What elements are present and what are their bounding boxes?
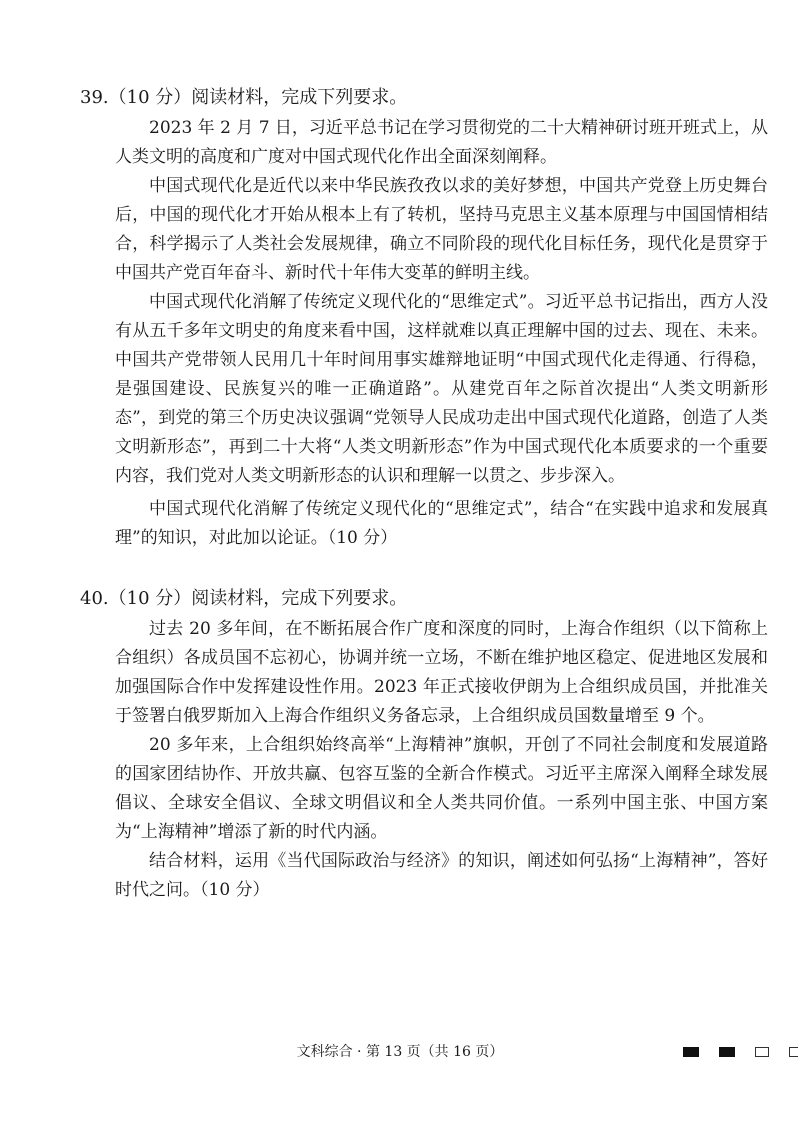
question-39-header: 39.（10 分）阅读材料，完成下列要求。 <box>80 87 408 108</box>
registration-mark-filled <box>683 1047 699 1057</box>
question-40-prompt: 结合材料，运用《当代国际政治与经济》的知识，阐述如何弘扬“上海精神”，答好时代之问。（10 分） <box>115 851 768 900</box>
question-39 <box>80 84 768 553</box>
question-40 <box>80 585 768 905</box>
question-40-header: 40.（10 分）阅读材料，完成下列要求。 <box>80 588 408 609</box>
question-39-prompt: 中国式现代化消解了传统定义现代化的“思维定式”，结合“在实践中追求和发展真理”的知识，对此加以论证。（10 分） <box>115 499 768 548</box>
question-40-paragraph-2: 20 多年来，上合组织始终高举“上海精神”旗帜，开创了不同社会制度和发展道路的国家团结协作、开放共赢、包容互鉴的全新合作模式。习近平主席深入阐释全球发展倡议、全球安全倡议、全球文明倡议和全人类共同价值。一系列中国主张、中国方案为“上海精神”增添了新的时代内涵。 <box>115 735 768 842</box>
registration-mark-hollow <box>755 1047 769 1057</box>
registration-mark-filled <box>719 1047 735 1057</box>
question-39-paragraph-3: 中国式现代化消解了传统定义现代化的“思维定式”。习近平总书记指出，西方人没有从五千多年文明史的角度来看中国，这样就难以真正理解中国的过去、现在、未来。中国共产党带领人民用几十年时间用事实雄辩地证明“中国式现代化走得通、行得稳，是强国建设、民族复兴的唯一正确道路”。从建党百年之际首次提出“人类文明新形态”，到党的第三个历史决议强调“党领导人民成功走出中国式现代化道路，创造了人类文明新形态”，再到二十大将“人类文明新形态”作为中国式现代化本质要求的一个重要内容，我们党对人类文明新形态的认识和理解一以贯之、步步深入。 <box>115 292 768 486</box>
question-40-material <box>80 615 768 905</box>
page-footer: 文科综合 · 第 13 页（共 16 页） <box>296 1044 504 1060</box>
question-39-paragraph-2: 中国式现代化是近代以来中华民族孜孜以求的美好梦想，中国共产党登上历史舞台后，中国的现代化才开始从根本上有了转机，坚持马克思主义基本原理与中国国情相结合，科学揭示了人类社会发展规律，确立不同阶段的现代化目标任务，现代化是贯穿于中国共产党百年奋斗、新时代十年伟大变革的鲜明主线。 <box>115 176 768 283</box>
question-39-paragraph-1: 2023 年 2 月 7 日，习近平总书记在学习贯彻党的二十大精神研讨班开班式上，从人类文明的高度和广度对中国式现代化作出全面深刻阐释。 <box>115 118 768 167</box>
question-39-material <box>80 114 768 553</box>
question-40-paragraph-1: 过去 20 多年间，在不断拓展合作广度和深度的同时，上海合作组织（以下简称上合组织）各成员国不忘初心，协调并统一立场，不断在维护地区稳定、促进地区发展和加强国际合作中发挥建设性作用。2023 年正式接收伊朗为上合组织成员国，并批准关于签署白俄罗斯加入上海合作组织义务备忘录，上合组织成员国数量增至 9 个。 <box>115 619 768 726</box>
registration-mark-hollow <box>789 1047 798 1057</box>
